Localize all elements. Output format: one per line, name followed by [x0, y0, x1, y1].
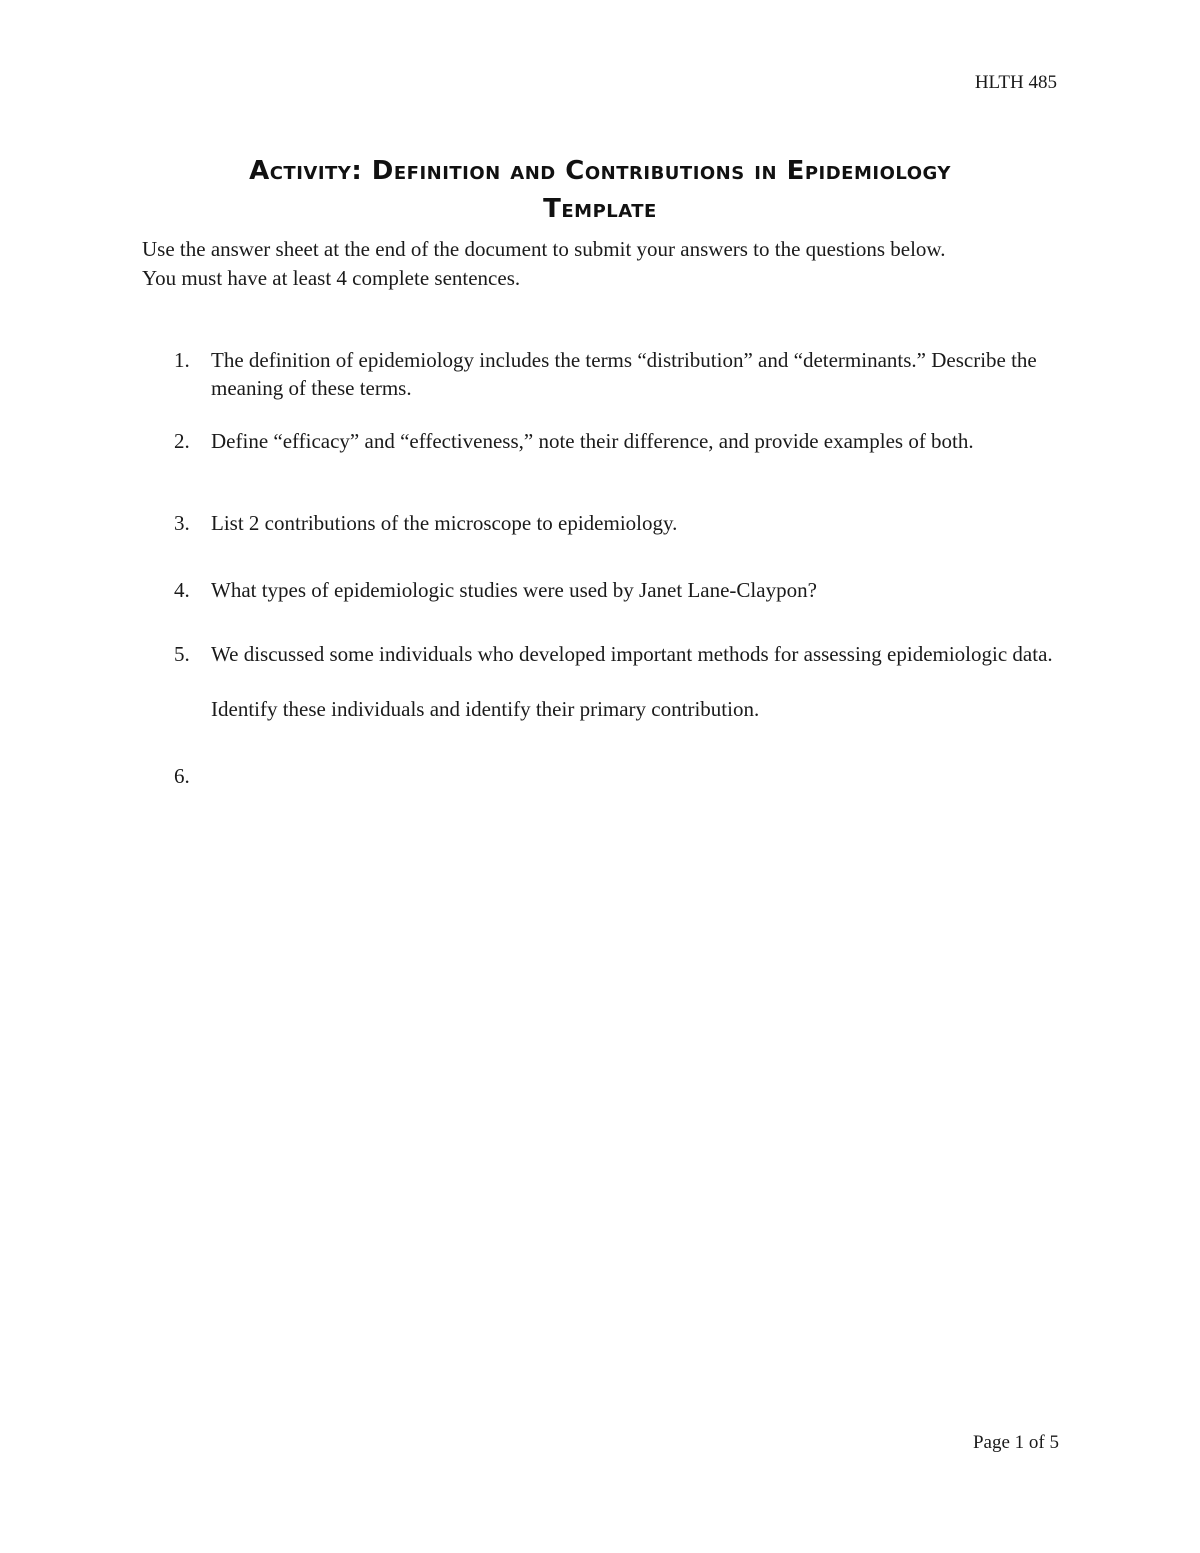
question-number: 1. — [174, 348, 190, 372]
question-number: 5. — [174, 642, 190, 666]
question-number: 4. — [174, 578, 190, 602]
question-item — [174, 576, 1054, 604]
question-item — [174, 509, 1054, 537]
instructions-line-1: Use the answer sheet at the end of the document to submit your answers to the questions below. — [142, 237, 946, 261]
question-text: List 2 contributions of the microscope to epidemiology. — [211, 511, 678, 535]
question-item — [174, 640, 1054, 737]
question-number: 2. — [174, 429, 190, 453]
question-number: 3. — [174, 511, 190, 535]
title-line-1: Activity: Definition and Contributions in Epidemiology — [249, 156, 951, 186]
document-title — [150, 152, 1050, 228]
course-code: HLTH 485 — [974, 72, 1057, 93]
page-number: Page 1 of 5 — [972, 1432, 1059, 1453]
title-line-2: Template — [543, 194, 657, 224]
question-item — [174, 346, 1054, 402]
question-number: 6. — [174, 764, 190, 788]
question-text: The definition of epidemiology includes the terms “distribution” and “determinants.” Describe the meaning of these terms. — [211, 348, 1037, 400]
question-text: What types of epidemiologic studies were used by Janet Lane-Claypon? — [211, 578, 817, 602]
instructions — [142, 235, 1072, 293]
question-text: We discussed some individuals who developed important methods for assessing epidemiologic data. Identify these individuals and identify their primary contribution. — [211, 642, 1053, 721]
question-text: Define “efficacy” and “effectiveness,” note their difference, and provide examples of both. — [211, 429, 974, 453]
question-item — [174, 427, 1054, 455]
instructions-line-2: You must have at least 4 complete sentences. — [142, 266, 521, 290]
